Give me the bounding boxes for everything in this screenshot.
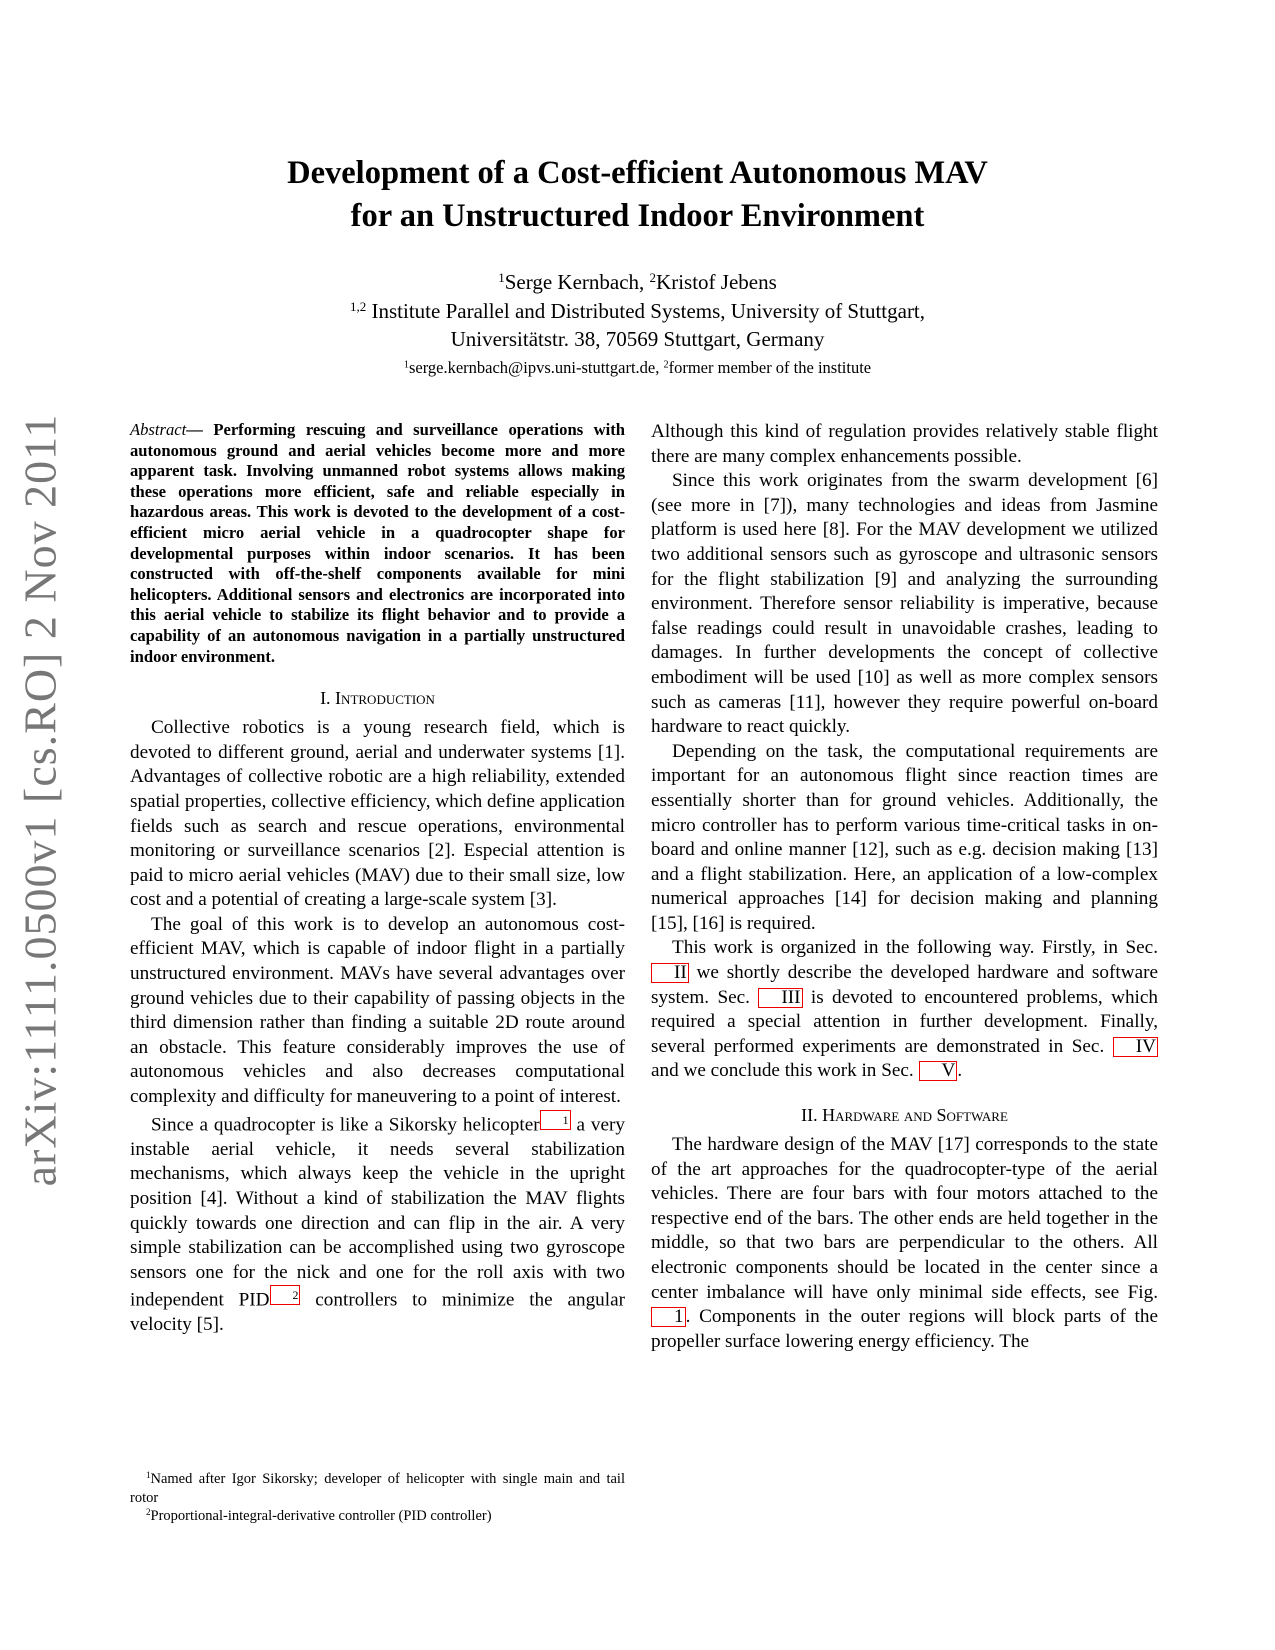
p4-text-e: . [957,1060,963,1082]
email-sup-1: 1 [403,358,409,370]
affiliation-text: Institute Parallel and Distributed Systems, University of Stuttgart, [366,298,926,323]
intro-paragraph-3 [130,1110,625,1338]
right-paragraph-3: Depending on the task, the computational requirements are important for an autonomous flight since reaction times are essentially shorter than for ground vehicles. Additionally, the micro controller has to perform various time-critical tasks in on-board and online manner [12], such as e.g. decision making [13] and a flight stabilization. Here, an application of a low-complex numerical approaches [14] for decision making and planning [15], [16] is required. [651,740,1158,934]
section-heading-introduction: I. Introduction [320,688,435,709]
footnote-1-mark: 1 [146,1470,151,1481]
footnote-2-mark: 2 [146,1507,151,1518]
right-column [651,420,1158,1354]
p4-text-c: is devoted to encountered problems, which required a special attention in further development. Finally, several performed experiments are demonstrated in Sec. [651,986,1158,1057]
footnotes [130,1470,625,1526]
intro-p3-text-b: a very instable aerial vehicle, it needs several stabilization mechanisms, which always keep the vehicle in the upright position [4]. Without a kind of stabilization the MAV flights quickly towards one direction and can flip in the air. A very simple stabilization can be accomplished using two gyroscope sensors one for the nick and one for the roll axis with two independent PID [130,1114,625,1311]
figure-link-1[interactable]: 1 [651,1307,686,1327]
hw-text-a: The hardware design of the MAV [17] corresponds to the state of the art approaches for the quadrocopter-type of the aerial vehicles. There are four bars with four motors attached to the respective end of the bars. The other ends are held together in the middle, so that two bars are perpendicular to the others. All electronic components should be located in the center since a center imbalance will have only minimal side effects, see Fig. [651,1134,1158,1303]
author-names [180,268,1095,297]
title-line-2: for an Unstructured Indoor Environment [350,198,925,234]
section-link-II[interactable]: II [651,963,689,983]
p4-text-d: and we conclude this work in Sec. [651,1060,919,1082]
arxiv-identifier[interactable]: arXiv:1111.0500v1 [cs.RO] 2 Nov 2011 [14,413,66,1187]
abstract-label: Abstract [130,420,187,439]
author-email[interactable]: serge.kernbach@ipvs.uni-stuttgart.de, [408,357,664,377]
former-member-note: former member of the institute [668,357,872,377]
intro-paragraph-1: Collective robotics is a young research field, which is devoted to different ground, aerial and underwater systems [1]. Advantages of collective robotic are a high reliability, extended spatial properties, collective efficiency, which define application fields such as search and rescue operations, environmental monitoring or surveillance scenarios [2]. Especial attention is paid to micro aerial vehicles (MAV) due to their small size, low cost and a potential of creating a large-scale system [3]. [130,717,625,911]
footnote-1 [130,1470,625,1507]
section-link-IV[interactable]: IV [1113,1037,1158,1057]
section-link-III[interactable]: III [758,988,802,1008]
title-line-1: Development of a Cost-efficient Autonomous MAV [287,155,988,191]
email-sup-2: 2 [663,358,669,370]
intro-p3-text-c: controllers to minimize the angular velocity [5]. [130,1289,625,1336]
affiliation-line-2: Universitätstr. 38, 70569 Stuttgart, Germany [450,327,825,351]
right-paragraph-2: Since this work originates from the swarm development [6] (see more in [7]), many technologies and ideas from Jasmine platform is used here [8]. For the MAV development we utilized two additional sensors such as gyroscope and ultrasonic sensors for the flight stabilization [9] and analyzing the surrounding environment. Therefore sensor reliability is imperative, because false readings could result in unavoidable crashes, leading to damages. In further developments the concept of collective embodiment will be used [10] as well as more complex sensors such as cameras [11], however they require powerful on-board hardware to react quickly. [651,470,1158,738]
intro-paragraph-2: The goal of this work is to develop an autonomous cost-efficient MAV, which is capable of indoor flight in a partially unstructured environment. MAVs have several advantages over ground vehicles due to their capability of passing objects in the third dimension rather than finding a suitable 2D route around an obstacle. This feature considerably improves the use of autonomous vehicles and also decreases computational complexity and difficulty for maneuvering to a point of interest. [130,913,625,1108]
footnote-1-text: Named after Igor Sikorsky; developer of helicopter with single main and tail rotor [130,1471,625,1506]
abstract-text: — Performing rescuing and surveillance operations with autonomous ground and aerial vehicles become more and more apparent task. Involving unmanned robot systems allows making these operations more efficient, safe and reliable especially in hazardous areas. This work is devoted to the development of a cost-efficient micro aerial vehicle in a quadrocopter shape for developmental purposes within indoor scenarios. It has been constructed with off-the-shelf components available for mini helicopters. Additional sensors and electronics are incorporated into this aerial vehicle to stabilize its flight behavior and to provide a capability of an autonomous navigation in a partially unstructured indoor environment. [130,420,625,666]
abstract [130,420,625,667]
author-sup-2: 2 [649,269,657,285]
right-paragraph-4 [651,936,1158,1084]
arxiv-watermark[interactable] [10,413,70,1187]
intro-p3-text-a: Since a quadrocopter is like a Sikorsky helicopter [151,1114,540,1136]
author-2: Kristof Jebens [656,270,777,294]
section-heading-hardware-software: II. Hardware and Software [801,1105,1008,1126]
paper-title [180,152,1095,238]
affiliation-line-1 [180,297,1095,326]
author-1: Serge Kernbach, [504,270,650,294]
author-block [180,268,1095,382]
author-sup-1: 1 [498,269,505,285]
footnote-ref-1[interactable]: 1 [540,1110,571,1130]
footnote-2-text: Proportional-integral-derivative controller (PID controller) [150,1508,492,1524]
right-paragraph-1: Although this kind of regulation provides relatively stable flight there are many complex enhancements possible. [651,421,1158,467]
hardware-paragraph-1 [651,1133,1158,1354]
contact-line [180,354,1095,382]
p4-text-a: This work is organized in the following way. Firstly, in Sec. [672,937,1158,959]
section-link-V[interactable]: V [919,1061,958,1081]
p4-text-b: we shortly describe the developed hardware and software system. Sec. [651,962,1158,1008]
hw-text-b: . Components in the outer regions will block parts of the propeller surface lowering energy efficiency. The [651,1306,1158,1352]
footnote-2 [130,1507,625,1526]
affiliation-sup: 1,2 [349,298,367,314]
footnote-ref-2[interactable]: 2 [270,1285,301,1305]
left-column [130,420,625,1338]
